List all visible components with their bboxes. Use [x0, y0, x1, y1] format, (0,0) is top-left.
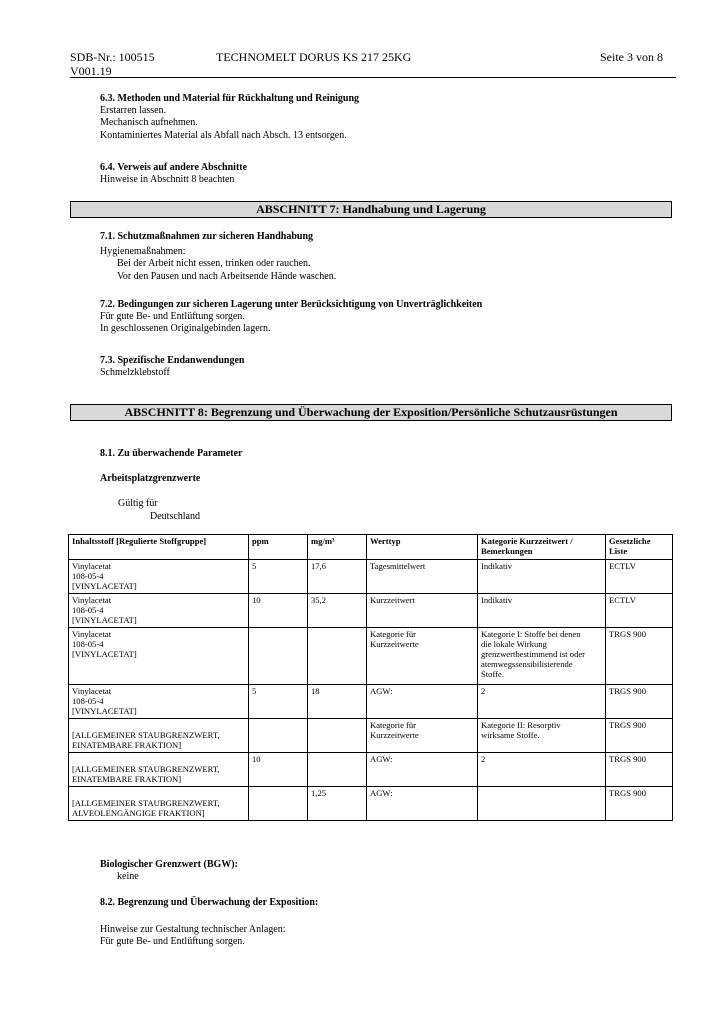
- substance-line: [VINYLACETAT]: [72, 581, 137, 591]
- substance-line: 108-05-4: [72, 639, 104, 649]
- valid-for-label: Gültig für: [118, 498, 158, 509]
- category-line: grenzwertbestimmend ist oder: [481, 649, 586, 659]
- value-type-line: Kurzzeitwerte: [370, 730, 419, 740]
- mg-cell: [308, 753, 367, 787]
- category-cell: [478, 628, 606, 685]
- text-line: Für gute Be- und Entlüftung sorgen.: [100, 311, 245, 323]
- value-type-line: Kategorie für: [370, 720, 417, 730]
- mg-cell: [308, 719, 367, 753]
- substance-cell: [69, 628, 249, 685]
- category-line: 2: [481, 754, 486, 764]
- text-line: Schmelzklebstoff: [100, 367, 170, 379]
- value-type-cell: [367, 753, 478, 787]
- value-type-line: AGW:: [370, 788, 393, 798]
- legal-list-cell: TRGS 900: [606, 628, 673, 685]
- category-line: [481, 788, 603, 798]
- table-row: [69, 787, 673, 821]
- category-cell: [478, 719, 606, 753]
- section-7-heading: ABSCHNITT 7: Handhabung und Lagerung: [70, 201, 672, 218]
- bgw-block: [100, 859, 238, 883]
- section-7-1: [100, 231, 336, 283]
- substance-line: EINATEMBARE FRAKTION]: [72, 740, 182, 750]
- header-rule: [70, 77, 676, 78]
- category-line: die lokale Wirkung: [481, 639, 547, 649]
- country-label: Deutschland: [150, 511, 200, 522]
- section-7-2-title: 7.2. Bedingungen zur sicheren Lagerung unter Berücksichtigung von Unverträglichkeiten: [100, 299, 483, 310]
- category-line: Indikativ: [481, 595, 513, 605]
- ppm-cell: [249, 628, 308, 685]
- text-line: Kontaminiertes Material als Abfall nach Absch. 13 entsorgen.: [100, 129, 347, 141]
- value-type-cell: [367, 594, 478, 628]
- value-type-line: Kategorie für: [370, 629, 417, 639]
- col-header-substance: Inhaltsstoff [Regulierte Stoffgruppe]: [69, 535, 249, 560]
- text-line: Hinweise zur Gestaltung technischer Anlagen:: [100, 924, 286, 935]
- section-7-3-title: 7.3. Spezifische Endanwendungen: [100, 355, 245, 366]
- substance-line: Vinylacetat: [72, 595, 112, 605]
- substance-cell: [69, 560, 249, 594]
- substance-line: 108-05-4: [72, 605, 104, 615]
- substance-line: [ALLGEMEINER STAUBGRENZWERT,: [72, 730, 220, 740]
- substance-line: [VINYLACETAT]: [72, 706, 137, 716]
- text-line: Für gute Be- und Entlüftung sorgen.: [100, 936, 245, 948]
- section-8-heading: ABSCHNITT 8: Begrenzung und Überwachung der Exposition/Persönliche Schutzausrüstungen: [70, 404, 672, 421]
- legal-list-cell: ECTLV: [606, 594, 673, 628]
- bgw-title: Biologischer Grenzwert (BGW):: [100, 859, 238, 870]
- mg-cell: 17,6: [308, 560, 367, 594]
- section-6-4: [100, 162, 247, 186]
- text-line: Mechanisch aufnehmen.: [100, 117, 198, 129]
- page-number: Seite 3 von 8: [600, 50, 663, 64]
- section-8-2-title: 8.2. Begrenzung und Überwachung der Exposition:: [100, 897, 319, 908]
- legal-list-cell: TRGS 900: [606, 719, 673, 753]
- value-type-cell: [367, 560, 478, 594]
- substance-line: [ALLGEMEINER STAUBGRENZWERT,: [72, 798, 220, 808]
- category-line: Indikativ: [481, 561, 513, 571]
- ppm-cell: 10: [249, 753, 308, 787]
- value-type-cell: [367, 787, 478, 821]
- substance-line: 108-05-4: [72, 571, 104, 581]
- substance-line: Vinylacetat: [72, 686, 112, 696]
- version-number: V001.19: [70, 64, 112, 78]
- table-row: [69, 719, 673, 753]
- substance-line: ALVEOLENGÄNGIGE FRAKTION]: [72, 808, 205, 818]
- workplace-limits-table: [68, 534, 673, 821]
- ppm-cell: [249, 787, 308, 821]
- legal-list-cell: TRGS 900: [606, 685, 673, 719]
- substance-cell: [69, 594, 249, 628]
- text-line: Bei der Arbeit nicht essen, trinken oder rauchen.: [117, 258, 311, 270]
- substance-line: 108-05-4: [72, 696, 104, 706]
- substance-line: Vinylacetat: [72, 629, 112, 639]
- category-cell: [478, 685, 606, 719]
- substance-cell: [69, 719, 249, 753]
- section-7-3: [100, 355, 244, 379]
- section-7-1-title: 7.1. Schutzmaßnahmen zur sicheren Handhabung: [100, 231, 314, 242]
- table-header-row: [69, 535, 673, 560]
- col-header-legal-list: Gesetzliche Liste: [606, 535, 673, 560]
- category-line: Kategorie I: Stoffe bei denen: [481, 629, 581, 639]
- section-8-1-title: 8.1. Zu überwachende Parameter: [100, 448, 243, 459]
- value-type-cell: [367, 685, 478, 719]
- legal-list-cell: TRGS 900: [606, 787, 673, 821]
- substance-cell: [69, 753, 249, 787]
- section-8-2-body: [100, 924, 286, 948]
- table-row: [69, 594, 673, 628]
- section-6-3: [100, 93, 359, 142]
- category-cell: [478, 787, 606, 821]
- bgw-value: keine: [117, 871, 139, 883]
- substance-cell: [69, 685, 249, 719]
- ppm-cell: 10: [249, 594, 308, 628]
- col-header-value-type: Werttyp: [367, 535, 478, 560]
- legal-list-cell: TRGS 900: [606, 753, 673, 787]
- category-line: 2: [481, 686, 486, 696]
- substance-line: [ALLGEMEINER STAUBGRENZWERT,: [72, 764, 220, 774]
- category-cell: [478, 594, 606, 628]
- section-6-3-title: 6.3. Methoden und Material für Rückhaltung und Reinigung: [100, 93, 360, 104]
- ppm-cell: 5: [249, 685, 308, 719]
- legal-list-cell: ECTLV: [606, 560, 673, 594]
- category-line: Stoffe.: [481, 669, 504, 679]
- mg-cell: [308, 628, 367, 685]
- mg-cell: 35,2: [308, 594, 367, 628]
- value-type-line: Kurzzeitwerte: [370, 639, 419, 649]
- product-name: TECHNOMELT DORUS KS 217 25KG: [216, 50, 412, 64]
- substance-line: [72, 720, 246, 730]
- col-header-mg: mg/m³: [308, 535, 367, 560]
- col-header-ppm: ppm: [249, 535, 308, 560]
- substance-cell: [69, 787, 249, 821]
- value-type-line: Kurzzeitwert: [370, 595, 415, 605]
- table-row: [69, 560, 673, 594]
- table-row: [69, 685, 673, 719]
- table-row: [69, 753, 673, 787]
- mg-cell: 1,25: [308, 787, 367, 821]
- category-line: wirksame Stoffe.: [481, 730, 540, 740]
- text-line: Vor den Pausen und nach Arbeitsende Hände waschen.: [117, 270, 337, 282]
- value-type-line: Tagesmittelwert: [370, 561, 426, 571]
- text-line: Hinweise in Abschnitt 8 beachten: [100, 174, 235, 186]
- ppm-cell: 5: [249, 560, 308, 594]
- category-cell: [478, 753, 606, 787]
- category-cell: [478, 560, 606, 594]
- category-line: atemwegssensibilisierende: [481, 659, 573, 669]
- value-type-line: AGW:: [370, 754, 393, 764]
- substance-line: [VINYLACETAT]: [72, 649, 137, 659]
- substance-line: [VINYLACETAT]: [72, 615, 137, 625]
- substance-line: [72, 754, 246, 764]
- text-line: Hygienemaßnahmen:: [100, 246, 186, 258]
- section-7-2: [100, 299, 482, 336]
- value-type-cell: [367, 628, 478, 685]
- category-line: Kategorie II: Resorptiv: [481, 720, 561, 730]
- ppm-cell: [249, 719, 308, 753]
- value-type-cell: [367, 719, 478, 753]
- text-line: In geschlossenen Originalgebinden lagern.: [100, 323, 271, 335]
- workplace-limits-subtitle: Arbeitsplatzgrenzwerte: [100, 473, 201, 484]
- text-line: Erstarren lassen.: [100, 105, 167, 117]
- substance-line: Vinylacetat: [72, 561, 112, 571]
- section-6-4-title: 6.4. Verweis auf andere Abschnitte: [100, 162, 248, 173]
- mg-cell: 18: [308, 685, 367, 719]
- value-type-line: AGW:: [370, 686, 393, 696]
- table-row: [69, 628, 673, 685]
- col-header-category: Kategorie Kurzzeitwert / Bemerkungen: [478, 535, 606, 560]
- substance-line: EINATEMBARE FRAKTION]: [72, 774, 182, 784]
- substance-line: [72, 788, 246, 798]
- sdb-number: SDB-Nr.: 100515: [70, 50, 155, 64]
